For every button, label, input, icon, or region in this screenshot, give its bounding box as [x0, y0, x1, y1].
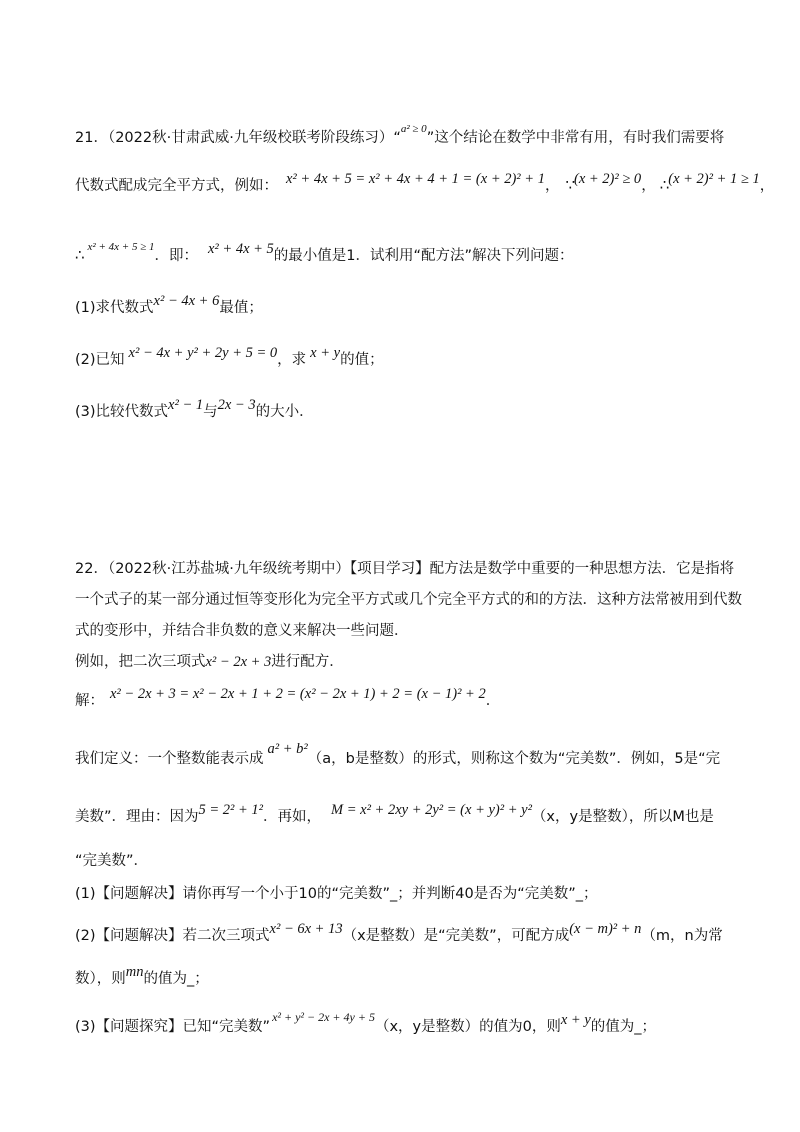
- q21-number: 21．: [75, 130, 108, 146]
- q21-part2-mid: ，求: [277, 352, 307, 368]
- q22-expr4: x² − 2x + 3: [205, 654, 272, 670]
- q21-ineq3: x² + 4x + 5 ≥ 1: [87, 241, 155, 253]
- q22-text4: 例如，把二次三项式: [75, 654, 206, 670]
- q21-part2: [75, 345, 384, 371]
- comma: ，: [544, 178, 560, 194]
- q22-part3-expr: x² + y² − 2x + 4y + 5: [272, 1010, 375, 1024]
- q21-part2-expr: x² − 4x + y² + 2y + 5 = 0: [128, 345, 278, 361]
- q22-eq7b: M = x² + 2xy + 2y² = (x + y)² + y²: [331, 802, 532, 818]
- comma: ，: [759, 178, 775, 194]
- q21-text2: 代数式配成完全平方式，例如：: [75, 178, 278, 194]
- q21-part3-tail: 的大小．: [255, 404, 314, 420]
- q22-part3-expr2: x + y: [560, 1012, 591, 1028]
- q21-part2-expr2: x + y: [310, 345, 341, 361]
- q22-line1: [75, 558, 734, 580]
- q22-part2b-tail: 的值为_；: [143, 971, 209, 987]
- q22-part3: [75, 1010, 656, 1038]
- q22-line6: [75, 741, 721, 770]
- q22-line3: 式的变形中，并结合非负数的意义来解决一些问题．: [75, 623, 409, 639]
- q22-mid7: ．再如，: [263, 809, 322, 825]
- q21-part1: [75, 293, 263, 319]
- q22-part2-cont: [75, 964, 209, 990]
- q21-source: （2022秋·甘肃武威·九年级校联考阶段练习）: [107, 130, 394, 146]
- q22-part2b-text: 数），则: [75, 971, 126, 987]
- q21-text1: 这个结论在数学中非常有用，有时我们需要将: [434, 130, 725, 146]
- q21-line1: [75, 123, 725, 150]
- q21-line2: [75, 171, 775, 197]
- q22-part3-label: (3)【问题探究】已知“完美数”: [75, 1019, 271, 1035]
- q22-part2-expr: x² − 6x + 13: [269, 921, 343, 937]
- q21-part1-label: (1)求代数式: [75, 300, 154, 316]
- q21-part2-tail: 的值；: [340, 352, 384, 368]
- q21-part2-label: (2)已知: [75, 352, 125, 368]
- q21-mid3: ．即：: [154, 248, 198, 264]
- q21-condition: a² ≥ 0: [400, 123, 427, 135]
- q21-part3-expr2: 2x − 3: [217, 397, 256, 413]
- q22-part1: (1)【问题解决】请你再写一个小于10的“完美数”_；并判断40是否为“完美数”_；: [75, 886, 598, 902]
- quote-open: “: [393, 130, 401, 146]
- q22-part3-mid: （x，y是整数）的值为0，则: [374, 1019, 561, 1035]
- therefore-symbol: ∴: [75, 246, 84, 264]
- q22-part3-tail: 的值为_；: [590, 1019, 656, 1035]
- q21-part3-label: (3)比较代数式: [75, 404, 169, 420]
- comma: ，: [641, 178, 656, 194]
- q22-expr6: a² + b²: [267, 741, 308, 757]
- q22-part2-label: (2)【问题解决】若二次三项式: [75, 928, 270, 944]
- q22-tail4: 进行配方．: [271, 654, 344, 670]
- q22-line7: [75, 802, 714, 828]
- q21-example-eq: x² + 4x + 5 = x² + 4x + 4 + 1 = (x + 2)² + 1: [286, 171, 545, 187]
- q21-line3: [75, 241, 574, 268]
- q21-part3-mid: 与: [203, 404, 218, 420]
- q22-part2: [75, 921, 723, 947]
- q22-solution-label: 解：: [75, 693, 104, 709]
- q21-text3: 的最小值是1．试利用“配方法”解决下列问题：: [273, 248, 574, 264]
- therefore-symbol: ∴: [659, 176, 669, 194]
- q21-part3-expr: x² − 1: [168, 397, 204, 413]
- q22-part2-mid: （x是整数）是“完美数”，可配方成: [342, 928, 570, 944]
- q21-part3: [75, 397, 314, 423]
- q22-line5: [75, 686, 501, 712]
- q22-part2b-expr: mn: [125, 964, 144, 980]
- q21-part1-expr: x² − 4x + 6: [153, 293, 220, 309]
- q22-tail6: （a，b是整数）的形式，则称这个数为“完美数”．例如，5是“完: [307, 751, 721, 767]
- q22-part2-tail: （m，n为常: [641, 928, 723, 944]
- q22-text6: 我们定义：一个整数能表示成: [75, 751, 264, 767]
- q21-ineq1: (x + 2)² ≥ 0: [574, 171, 642, 187]
- q21-ineq2: (x + 2)² + 1 ≥ 1: [668, 171, 760, 187]
- q22-text1: 【项目学习】配方法是数学中重要的一种思想方法．它是指将: [349, 561, 735, 577]
- q22-solution-eq: x² − 2x + 3 = x² − 2x + 1 + 2 = (x² − 2x + 1) + 2 = (x − 1)² + 2: [110, 686, 486, 702]
- q21-part1-tail: 最值；: [219, 300, 263, 316]
- q22-solution-tail: ．: [485, 693, 501, 709]
- q22-eq7: 5 = 2² + 1²: [198, 802, 264, 818]
- q22-text7: 美数”．理由：因为: [75, 809, 199, 825]
- q22-source: （2022秋·江苏盐城·九年级统考期中）: [107, 561, 350, 577]
- q22-line4: [75, 651, 344, 673]
- q22-line2: 一个式子的某一部分通过恒等变形化为完全平方式或几个完全平方式的和的方法．这种方法常被用到代数: [75, 592, 742, 608]
- because-symbol: ∵: [565, 176, 574, 194]
- q22-line8: “完美数”．: [75, 853, 149, 869]
- q22-tail7: （x，y是整数），所以M也是: [531, 809, 714, 825]
- quote-close: ”: [426, 130, 435, 146]
- q21-expr3: x² + 4x + 5: [208, 241, 274, 257]
- q22-part2-expr2: (x − m)² + n: [569, 921, 642, 937]
- q22-number: 22．: [75, 561, 108, 577]
